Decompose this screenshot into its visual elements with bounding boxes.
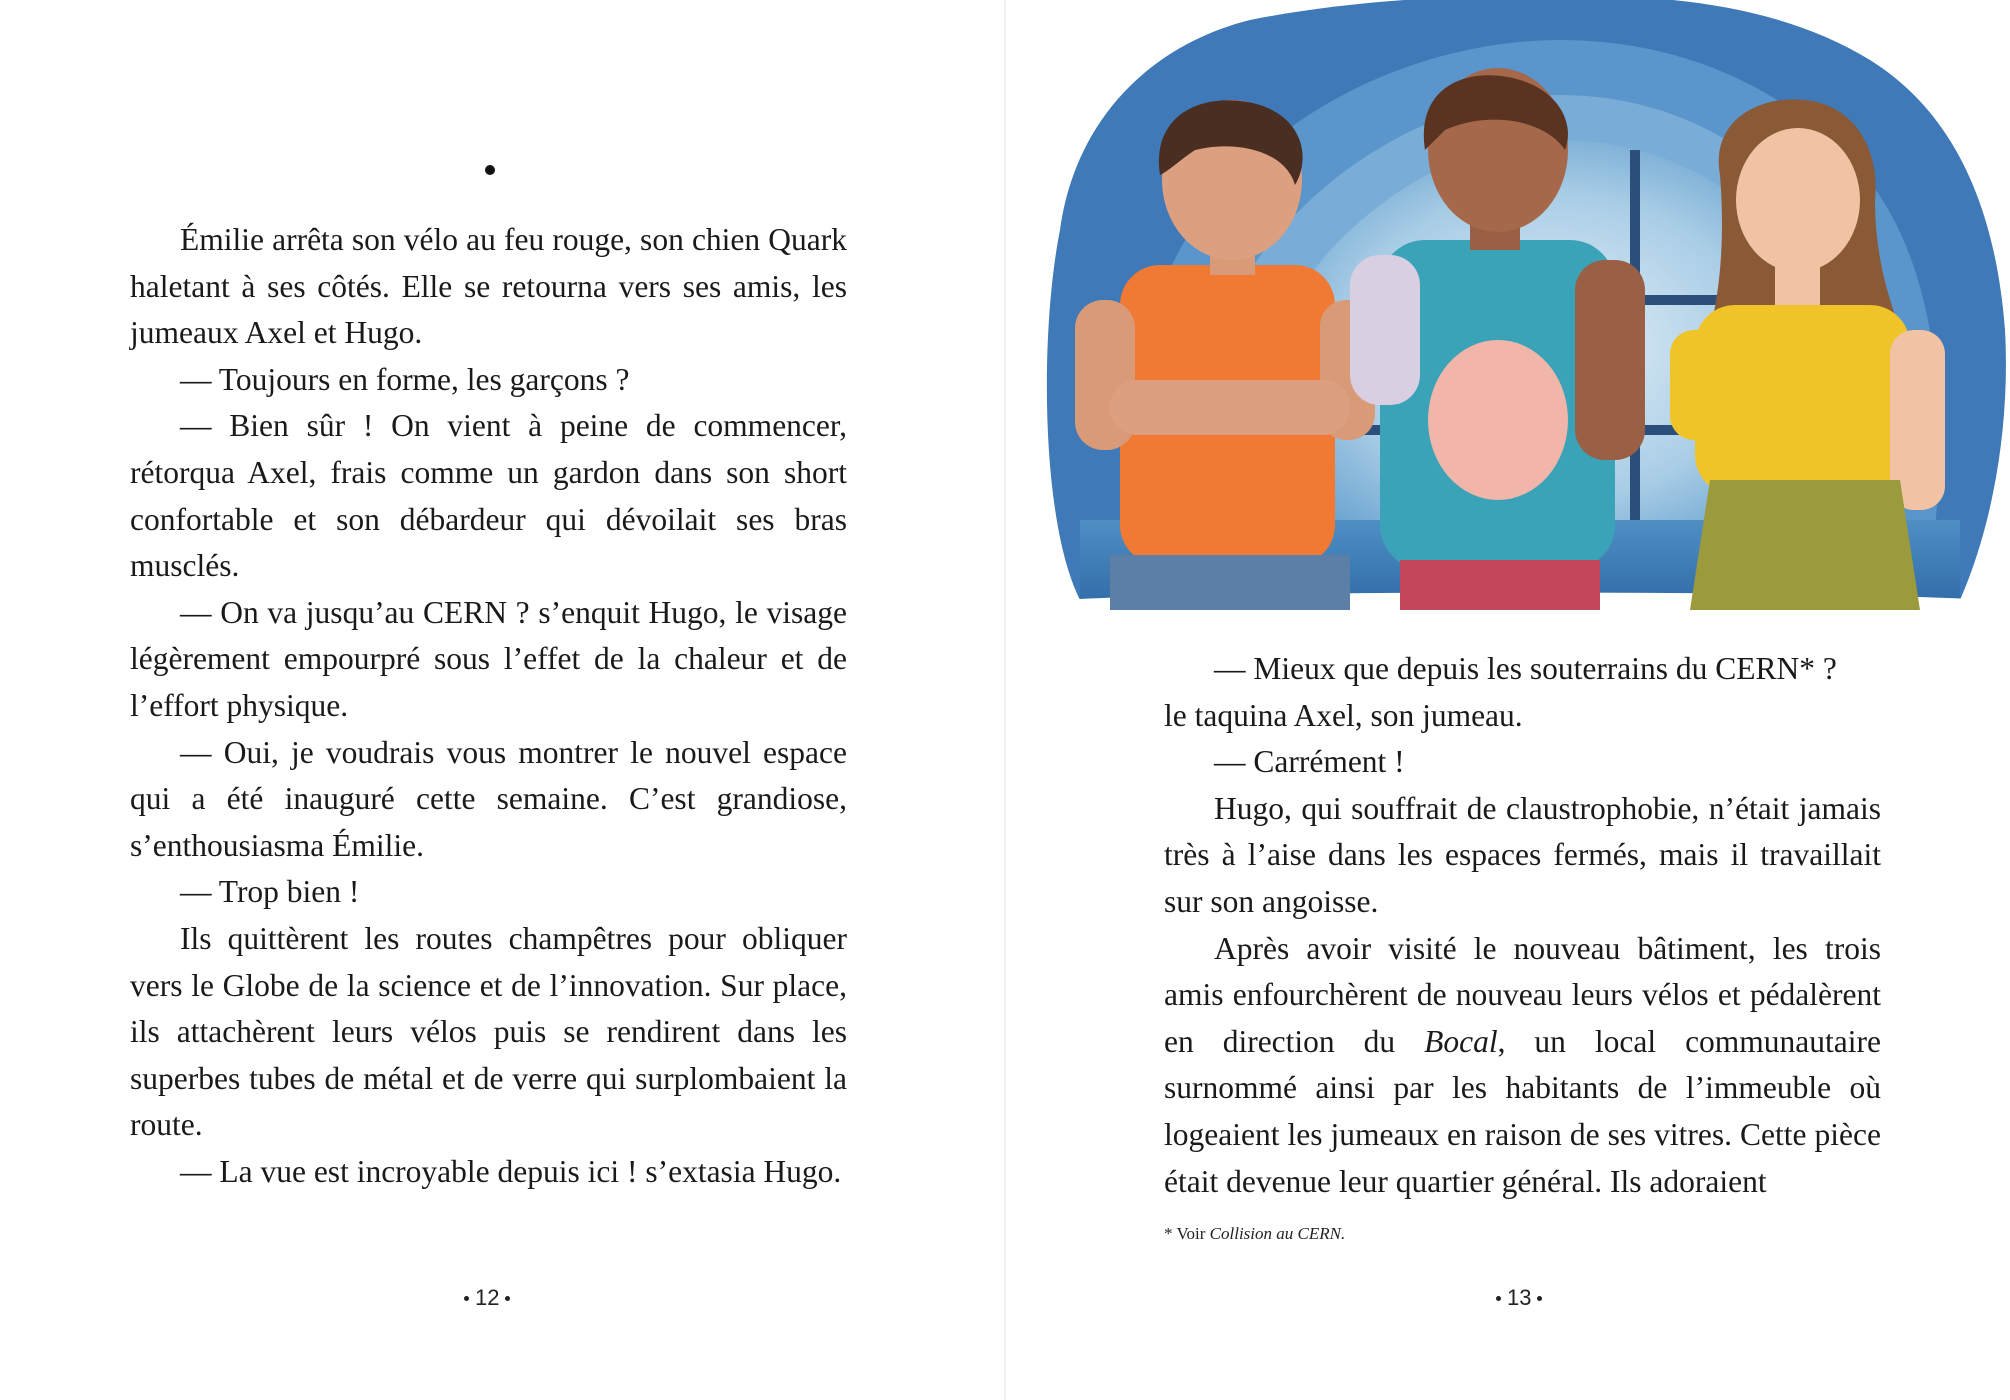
- paragraph: [1164, 926, 1881, 1206]
- paragraph: — Toujours en forme, les garçons ?: [180, 361, 630, 397]
- page-number: 12: [475, 1285, 500, 1310]
- footnote: [1164, 1224, 1345, 1244]
- page-number-left: [464, 1285, 510, 1311]
- italic-place-name: Bocal: [1424, 1023, 1498, 1059]
- paragraph: Émilie arrêta son vélo au feu rouge, son chien Quark haletant à ses côtés. Elle se retourna vers ses amis, les jumeaux Axel et Hugo.: [130, 222, 847, 351]
- left-page: [0, 0, 1004, 1400]
- folio-dot: [464, 1296, 469, 1301]
- page-number: 13: [1507, 1285, 1532, 1310]
- folio-dot: [1496, 1296, 1501, 1301]
- paragraph: le taquina Axel, son jumeau.: [1164, 697, 1523, 733]
- paragraph: — Mieux que depuis les souterrains du CERN* ?: [1214, 651, 1837, 686]
- folio-dot: [1537, 1296, 1542, 1301]
- text-run: Après avoir visité le nouveau bâtiment, les trois amis enfourchèrent de nouveau leurs vélos et pédalèrent en direction du: [1164, 930, 1881, 1059]
- paragraph: — Oui, je voudrais vous montrer le nouvel espace qui a été inauguré cette semaine. C’est grandiose, s’enthousiasma Émilie.: [130, 734, 847, 863]
- left-page-text: [130, 217, 847, 1195]
- paragraph: — Trop bien !: [180, 874, 360, 910]
- footnote-book-title: Collision au CERN.: [1209, 1224, 1346, 1243]
- page-number-right: [1496, 1285, 1542, 1311]
- paragraph: Hugo, qui souffrait de claustrophobie, n’était jamais très à l’aise dans les espaces fermés, mais il travaillait sur son angoisse.: [1164, 790, 1881, 919]
- paragraph: Ils quittèrent les routes champêtres pour obliquer vers le Globe de la science et de l’innovation. Sur place, ils attachèrent leurs vélos puis se rendirent dans les superbes tubes de métal et de verre qui surplombaient la route.: [130, 920, 847, 1143]
- illustration-three-friends-in-glass-tube: [1020, 0, 2010, 610]
- right-page-text: [1164, 646, 1881, 1205]
- folio-dot: [505, 1296, 510, 1301]
- text-run: , un local communautaire surnommé ainsi par les habitants de l’immeuble où logeaient les jumeaux en raison de ses vitres. Cette pièce était devenue leur quartier général. Ils adoraient: [1164, 1023, 1881, 1199]
- footnote-prefix: * Voir: [1164, 1224, 1210, 1243]
- paragraph: — On va jusqu’au CERN ? s’enquit Hugo, le visage légèrement empourpré sous l’effet de la chaleur et de l’effort physique.: [130, 594, 847, 723]
- section-break-bullet: [485, 165, 495, 175]
- paragraph: — La vue est incroyable depuis ici ! s’extasia Hugo.: [180, 1153, 842, 1189]
- paragraph: — Carrément !: [1214, 744, 1405, 780]
- paragraph: — Bien sûr ! On vient à peine de commencer, rétorqua Axel, frais comme un gardon dans son short confortable et son débardeur qui dévoilait ses bras musclés.: [130, 408, 847, 584]
